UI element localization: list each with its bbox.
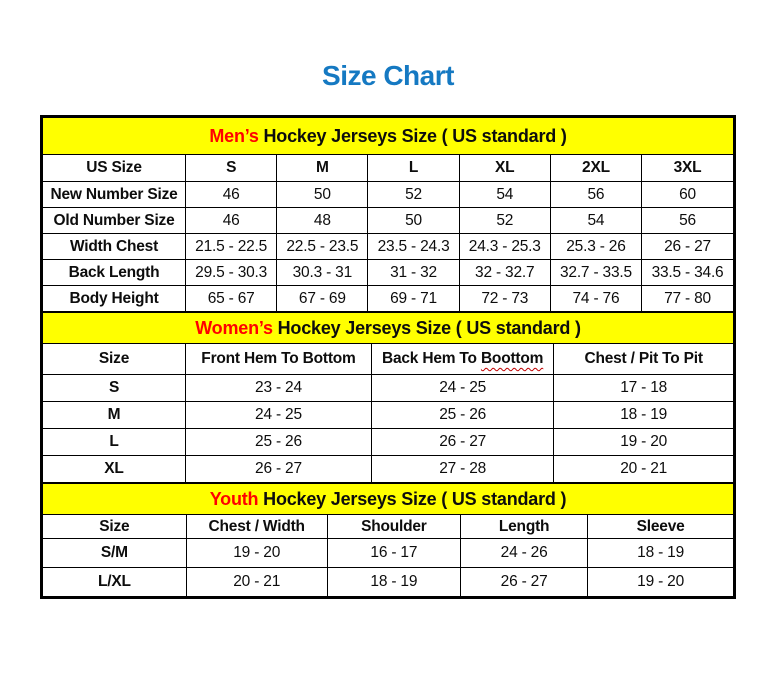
- size-value-cell: 77 - 80: [642, 286, 734, 312]
- row-label: Body Height: [43, 286, 186, 312]
- column-header-sleeve: Sleeve: [588, 515, 734, 539]
- size-value-cell: 56: [642, 208, 734, 234]
- youth-column-header-row: [43, 515, 734, 539]
- size-value-cell: 31 - 32: [368, 260, 459, 286]
- youth-size-table: [42, 483, 734, 597]
- column-header-back-hem-to-boottom: Back Hem To Boottom: [371, 344, 553, 375]
- size-value-cell: 25 - 26: [186, 429, 372, 456]
- column-header-chest-pit-to-pit: Chest / Pit To Pit: [554, 344, 734, 375]
- mens-row-new-number-size: [43, 182, 734, 208]
- page-title: Size Chart: [322, 60, 454, 91]
- size-value-cell: 23 - 24: [186, 375, 372, 402]
- womens-size-table: [42, 312, 734, 483]
- size-value-cell: 26 - 27: [642, 234, 734, 260]
- mens-row-body-height: [43, 286, 734, 312]
- size-value-cell: 18 - 19: [554, 402, 734, 429]
- size-value-cell: 27 - 28: [371, 456, 553, 483]
- size-value-cell: 72 - 73: [459, 286, 550, 312]
- size-value-cell: 52: [459, 208, 550, 234]
- size-value-cell: 17 - 18: [554, 375, 734, 402]
- size-value-cell: 65 - 67: [186, 286, 277, 312]
- size-value-cell: 19 - 20: [186, 539, 327, 568]
- size-value-cell: 48: [277, 208, 368, 234]
- column-header-us-size: US Size: [43, 155, 186, 182]
- size-value-cell: 19 - 20: [554, 429, 734, 456]
- mens-section-title-rest: Hockey Jerseys Size ( US standard ): [258, 125, 567, 146]
- row-label: L/XL: [43, 568, 187, 597]
- size-value-cell: 20 - 21: [554, 456, 734, 483]
- size-value-cell: 56: [550, 182, 641, 208]
- size-value-cell: 33.5 - 34.6: [642, 260, 734, 286]
- column-header-chest-width: Chest / Width: [186, 515, 327, 539]
- row-label: Back Length: [43, 260, 186, 286]
- womens-section-title: [43, 313, 734, 344]
- mens-row-width-chest: [43, 234, 734, 260]
- size-value-cell: 24 - 26: [461, 539, 588, 568]
- size-value-cell: 23.5 - 24.3: [368, 234, 459, 260]
- mens-section-row: [43, 118, 734, 155]
- column-header-l: L: [368, 155, 459, 182]
- row-label: S: [43, 375, 186, 402]
- womens-row-xl: [43, 456, 734, 483]
- size-value-cell: 19 - 20: [588, 568, 734, 597]
- column-header-length: Length: [461, 515, 588, 539]
- size-value-cell: 52: [368, 182, 459, 208]
- column-header-size: Size: [43, 515, 187, 539]
- womens-row-m: [43, 402, 734, 429]
- womens-section-title-rest: Hockey Jerseys Size ( US standard ): [272, 317, 581, 338]
- mens-section-title-accent: Men’s: [209, 125, 259, 146]
- youth-row-s-m: [43, 539, 734, 568]
- column-header-2xl: 2XL: [550, 155, 641, 182]
- mens-column-header-row: [43, 155, 734, 182]
- size-value-cell: 32 - 32.7: [459, 260, 550, 286]
- size-value-cell: 74 - 76: [550, 286, 641, 312]
- mens-row-old-number-size: [43, 208, 734, 234]
- misspelled-word: Boottom: [480, 350, 544, 367]
- size-chart-tables: [40, 115, 736, 599]
- size-value-cell: 21.5 - 22.5: [186, 234, 277, 260]
- column-header-shoulder: Shoulder: [327, 515, 460, 539]
- column-header-3xl: 3XL: [642, 155, 734, 182]
- column-header-size: Size: [43, 344, 186, 375]
- size-value-cell: 26 - 27: [461, 568, 588, 597]
- youth-section-title-rest: Hockey Jerseys Size ( US standard ): [258, 488, 567, 509]
- womens-column-header-row: [43, 344, 734, 375]
- column-header-front-hem-to-bottom: Front Hem To Bottom: [186, 344, 372, 375]
- size-value-cell: 50: [277, 182, 368, 208]
- size-value-cell: 50: [368, 208, 459, 234]
- size-value-cell: 16 - 17: [327, 539, 460, 568]
- size-value-cell: 54: [459, 182, 550, 208]
- row-label: Width Chest: [43, 234, 186, 260]
- mens-section-title: [43, 118, 734, 155]
- size-value-cell: 54: [550, 208, 641, 234]
- size-value-cell: 25 - 26: [371, 402, 553, 429]
- row-label: L: [43, 429, 186, 456]
- womens-row-s: [43, 375, 734, 402]
- youth-section-title: [43, 484, 734, 515]
- row-label: M: [43, 402, 186, 429]
- youth-section-row: [43, 484, 734, 515]
- column-header-s: S: [186, 155, 277, 182]
- size-value-cell: 67 - 69: [277, 286, 368, 312]
- womens-row-l: [43, 429, 734, 456]
- size-value-cell: 69 - 71: [368, 286, 459, 312]
- column-header-m: M: [277, 155, 368, 182]
- size-value-cell: 46: [186, 182, 277, 208]
- size-value-cell: 20 - 21: [186, 568, 327, 597]
- size-value-cell: 24 - 25: [186, 402, 372, 429]
- womens-section-title-accent: Women’s: [195, 317, 273, 338]
- size-value-cell: 25.3 - 26: [550, 234, 641, 260]
- youth-row-l-xl: [43, 568, 734, 597]
- size-value-cell: 32.7 - 33.5: [550, 260, 641, 286]
- womens-section-row: [43, 313, 734, 344]
- size-value-cell: 22.5 - 23.5: [277, 234, 368, 260]
- row-label: New Number Size: [43, 182, 186, 208]
- size-value-cell: 24 - 25: [371, 375, 553, 402]
- size-value-cell: 24.3 - 25.3: [459, 234, 550, 260]
- size-value-cell: 18 - 19: [327, 568, 460, 597]
- mens-size-table: [42, 117, 734, 312]
- row-label: S/M: [43, 539, 187, 568]
- size-value-cell: 26 - 27: [186, 456, 372, 483]
- row-label: XL: [43, 456, 186, 483]
- row-label: Old Number Size: [43, 208, 186, 234]
- size-value-cell: 46: [186, 208, 277, 234]
- size-value-cell: 30.3 - 31: [277, 260, 368, 286]
- size-value-cell: 18 - 19: [588, 539, 734, 568]
- youth-section-title-accent: Youth: [209, 488, 259, 509]
- size-value-cell: 60: [642, 182, 734, 208]
- mens-row-back-length: [43, 260, 734, 286]
- column-header-xl: XL: [459, 155, 550, 182]
- size-value-cell: 29.5 - 30.3: [186, 260, 277, 286]
- size-value-cell: 26 - 27: [371, 429, 553, 456]
